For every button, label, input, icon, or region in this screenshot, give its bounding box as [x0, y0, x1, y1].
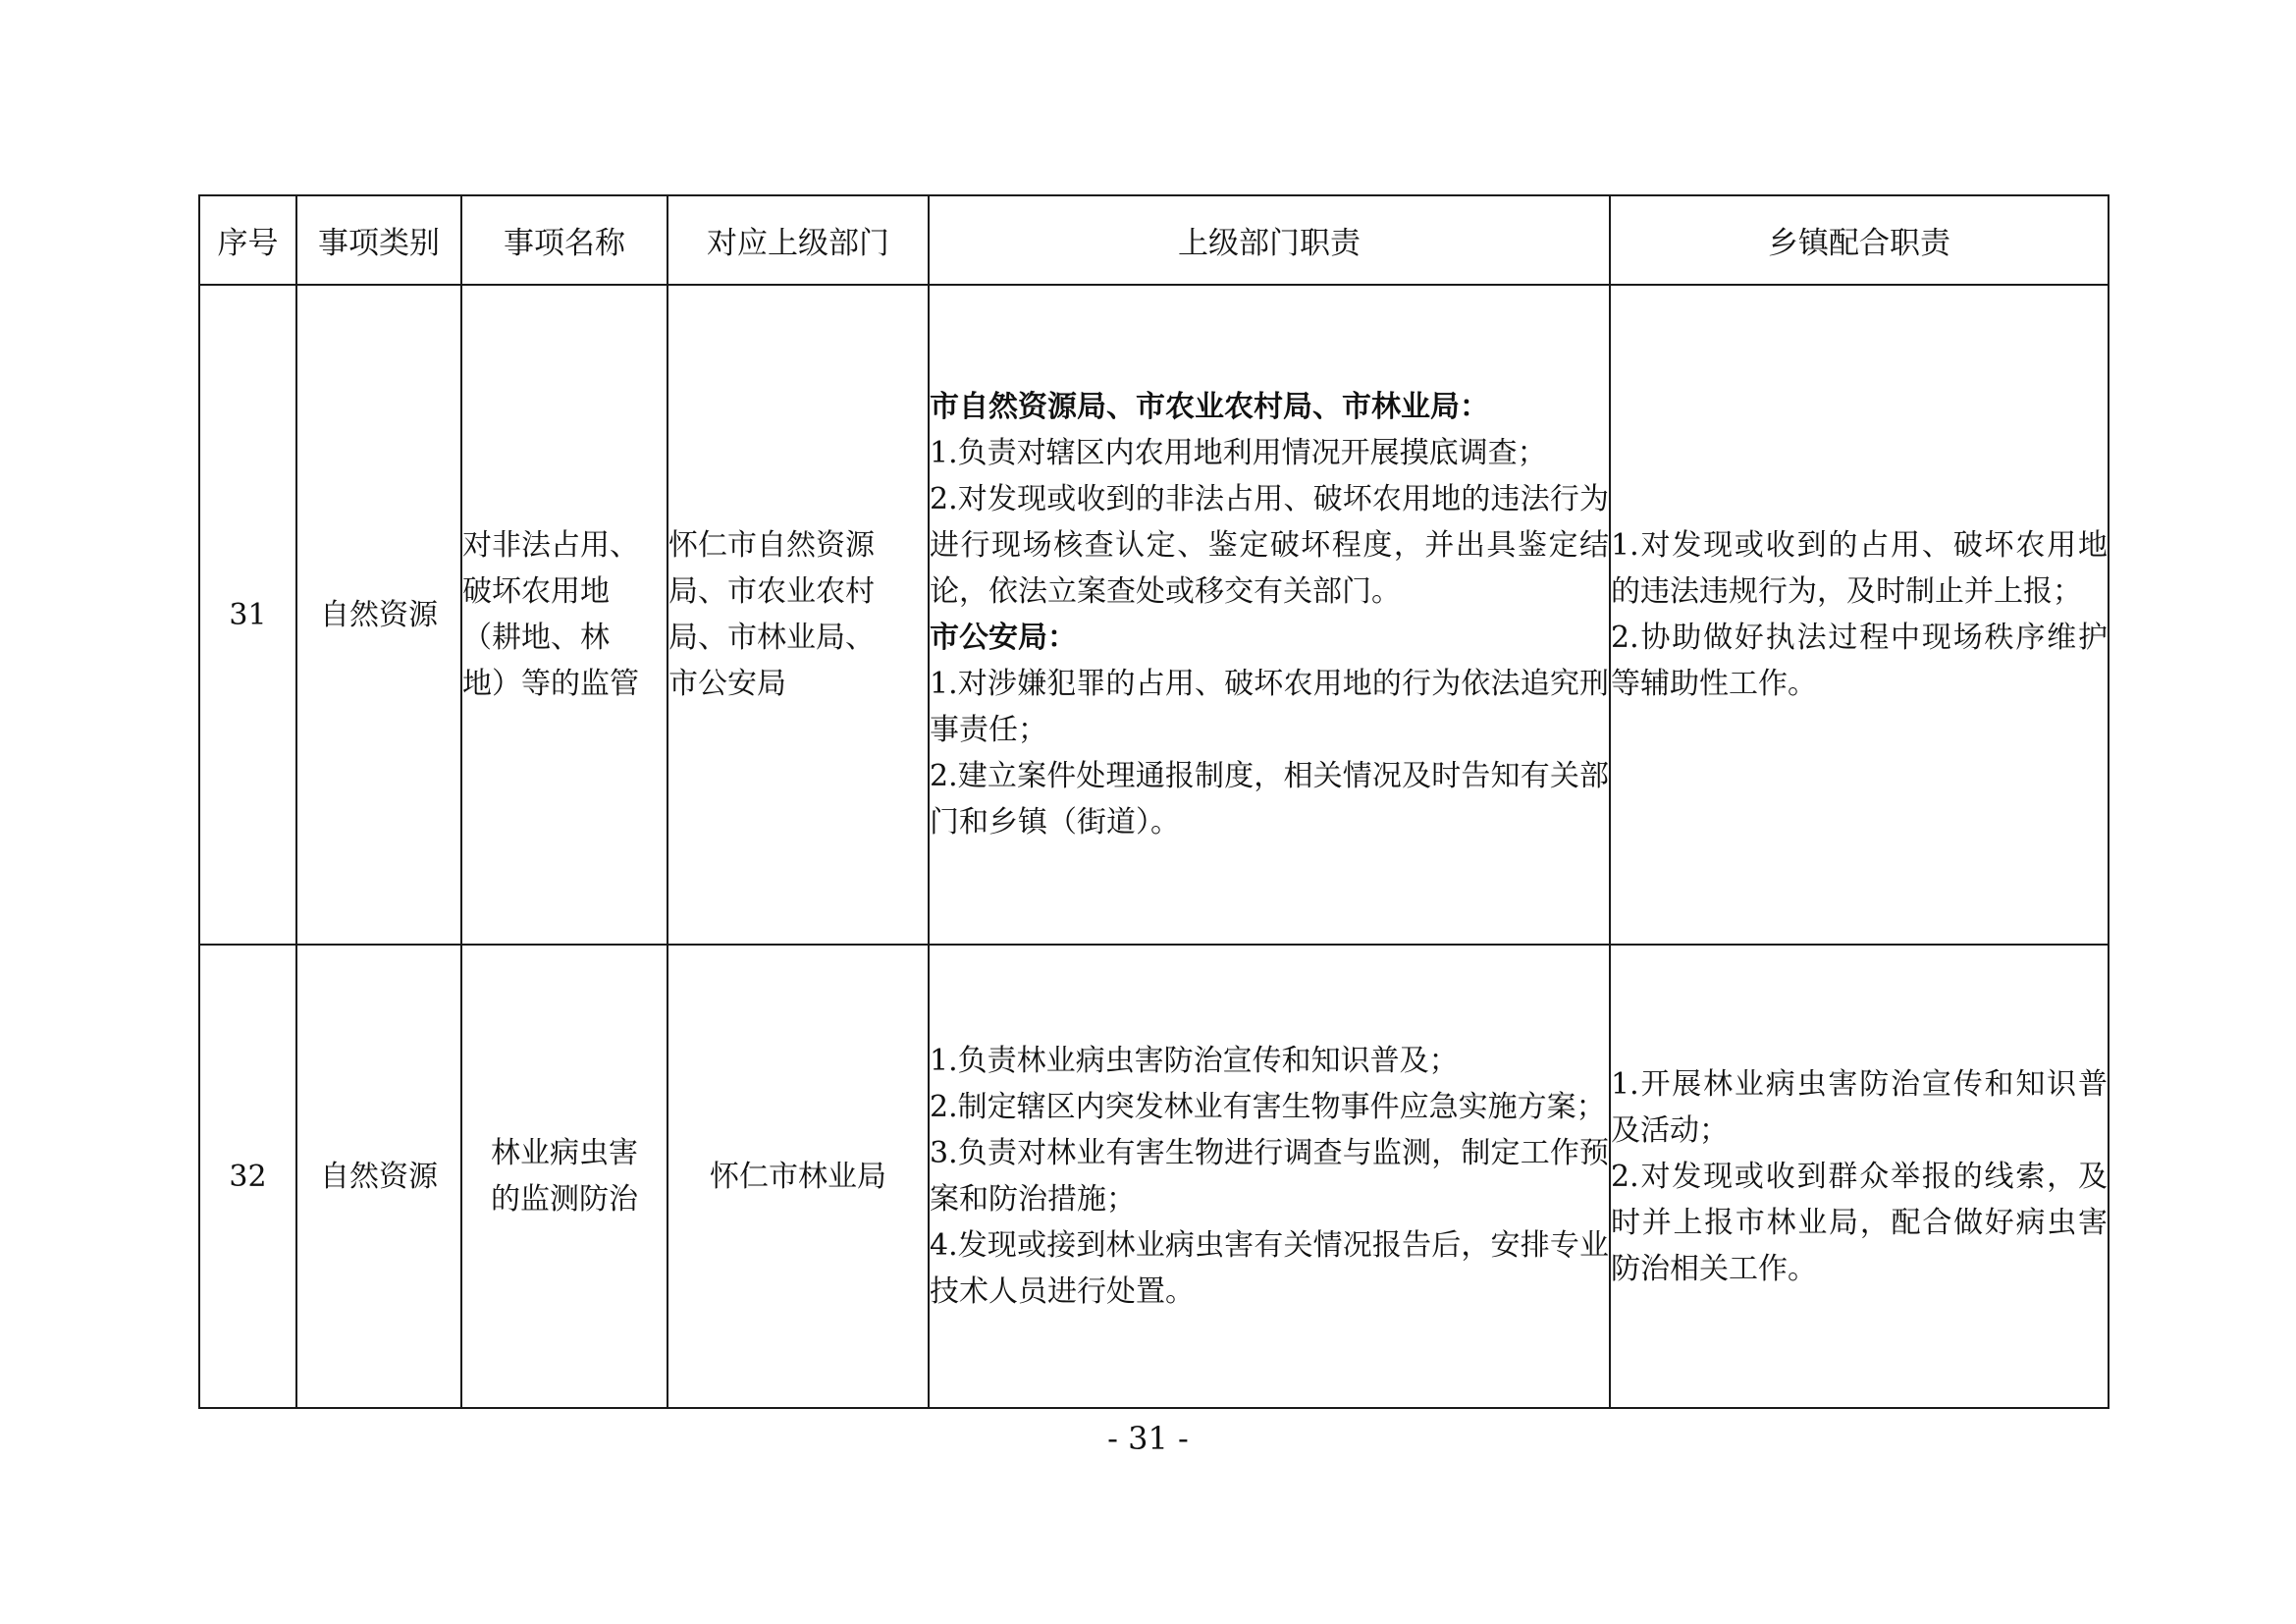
row-upper-duties [929, 285, 1610, 945]
header-town-duties: 乡镇配合职责 [1610, 195, 2109, 285]
row-number: 32 [199, 945, 296, 1408]
department-line: 怀仁市自然资源 [668, 528, 875, 563]
header-department: 对应上级部门 [667, 195, 929, 285]
header-row [199, 195, 2109, 285]
duty-item: 4.发现或接到林业病虫害有关情况报告后，安排专业技术人员进行处置。 [930, 1228, 1609, 1309]
duty-item: 2.制定辖区内突发林业有害生物事件应急实施方案； [930, 1090, 1606, 1124]
row-department [667, 945, 929, 1408]
header-category: 事项类别 [296, 195, 461, 285]
row-category: 自然资源 [296, 285, 461, 945]
duty-item: 2.对发现或收到的非法占用、破坏农用地的违法行为进行现场核查认定、鉴定破坏程度，并出具鉴定结论，依法立案查处或移交有关部门。 [930, 482, 1609, 609]
duty-item: 2.建立案件处理通报制度，相关情况及时告知有关部门和乡镇（街道）。 [930, 759, 1609, 839]
table-row [199, 945, 2109, 1408]
department-line: 局、市林业局、 [668, 621, 875, 655]
town-duty-item: 2.协助做好执法过程中现场秩序维护等辅助性工作。 [1611, 621, 2108, 701]
row-item-name [461, 945, 667, 1408]
row-town-duties [1610, 945, 2109, 1408]
name-line: 林业病虫害 [491, 1136, 638, 1170]
row-item-name [461, 285, 667, 945]
department-line: 怀仁市林业局 [710, 1159, 886, 1194]
header-item-name: 事项名称 [461, 195, 667, 285]
duty-heading: 市自然资源局、市农业农村局、市林业局： [930, 390, 1489, 424]
name-line: 对非法占用、 [462, 528, 639, 563]
duty-table [198, 194, 2109, 1409]
header-number: 序号 [199, 195, 296, 285]
name-line: 的监测防治 [491, 1182, 638, 1217]
duty-item: 1.负责对辖区内农用地利用情况开展摸底调查； [930, 436, 1547, 470]
name-line: 破坏农用地 [462, 574, 610, 609]
header-upper-duties: 上级部门职责 [929, 195, 1610, 285]
row-department [667, 285, 929, 945]
department-line: 市公安局 [668, 667, 786, 701]
town-duty-item: 1.对发现或收到的占用、破坏农用地的违法违规行为，及时制止并上报； [1611, 528, 2108, 609]
department-line: 局、市农业农村 [668, 574, 875, 609]
duty-item: 1.负责林业病虫害防治宣传和知识普及； [930, 1044, 1459, 1078]
row-number: 31 [199, 285, 296, 945]
town-duty-item: 2.对发现或收到群众举报的线索，及时并上报市林业局，配合做好病虫害防治相关工作。 [1611, 1159, 2108, 1286]
name-line: 地）等的监管 [462, 667, 639, 701]
table-row [199, 285, 2109, 945]
page-number: - 31 - [1107, 1420, 1189, 1457]
row-town-duties [1610, 285, 2109, 945]
town-duty-item: 1.开展林业病虫害防治宣传和知识普及活动； [1611, 1066, 2108, 1148]
duty-item: 1.对涉嫌犯罪的占用、破坏农用地的行为依法追究刑事责任； [930, 667, 1609, 747]
row-upper-duties [929, 945, 1610, 1408]
name-line: （耕地、林 [462, 621, 610, 655]
duty-item: 3.负责对林业有害生物进行调查与监测，制定工作预案和防治措施； [930, 1136, 1609, 1217]
row-category: 自然资源 [296, 945, 461, 1408]
duty-heading: 市公安局： [930, 621, 1077, 655]
